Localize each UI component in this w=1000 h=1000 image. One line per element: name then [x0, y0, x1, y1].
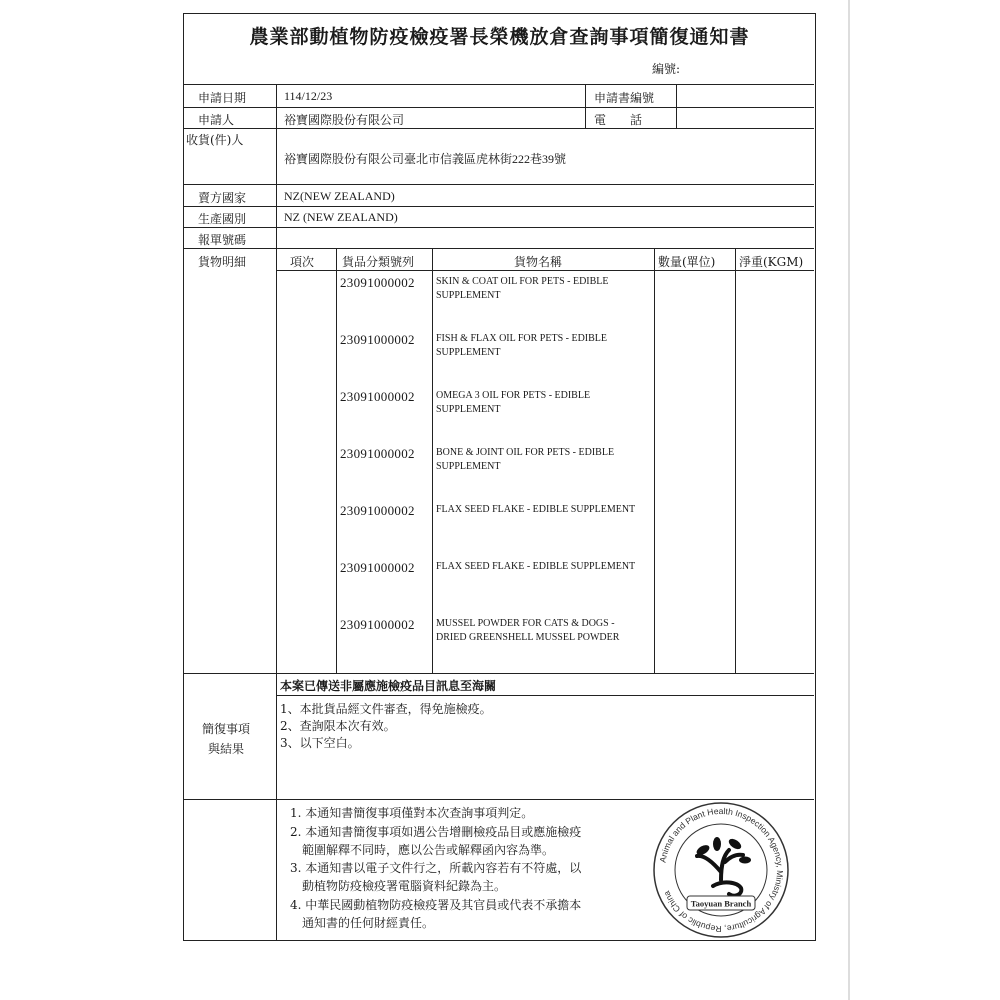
rule [585, 84, 586, 128]
goods-code: 23091000002 [340, 332, 415, 347]
reply-label-line2: 與結果 [208, 742, 245, 756]
header-weight: 淨重(KGM) [739, 255, 804, 269]
rule [735, 248, 736, 673]
rule [184, 673, 814, 674]
rule [184, 128, 814, 129]
seal-branch-text: Taoyuan Branch [690, 898, 752, 909]
rule [184, 107, 814, 108]
goods-name: OMEGA 3 OIL FOR PETS - EDIBLE SUPPLEMENT [436, 390, 591, 415]
goods-code: 23091000002 [340, 617, 415, 632]
rule [184, 84, 814, 85]
note-line: 2. 本通知書簡復事項如遇公告增刪檢疫品目或應施檢疫 [290, 825, 582, 839]
goods-name: SKIN & COAT OIL FOR PETS - EDIBLE SUPPLEMENT [436, 276, 609, 301]
header-quantity: 數量(單位) [658, 255, 716, 269]
goods-code: 23091000002 [340, 446, 415, 461]
goods-code: 23091000002 [340, 503, 415, 518]
header-name: 貨物名稱 [514, 255, 563, 269]
reply-item: 1、本批貨品經文件審查，得免施檢疫。 [280, 702, 492, 716]
document-title: 農業部動植物防疫檢疫署長榮機放倉查詢事項簡復通知書 [249, 26, 750, 48]
goods-name: FISH & FLAX OIL FOR PETS - EDIBLE SUPPLEMENT [436, 333, 608, 358]
rule [432, 248, 433, 673]
rule [336, 248, 337, 673]
official-seal-icon [651, 800, 791, 940]
rule [276, 695, 814, 696]
header-code: 貨品分類號列 [342, 255, 415, 269]
apply-date-value: 114/12/23 [284, 89, 333, 103]
note-line: 4. 中華民國動植物防疫檢疫署及其官員或代表不承擔本 [290, 898, 582, 912]
scan-edge [848, 0, 850, 1000]
rule [184, 206, 814, 207]
serial-label: 編號: [652, 62, 681, 76]
seller-country-label: 賣方國家 [198, 191, 247, 205]
consignee-value: 裕寶國際股份有限公司臺北市信義區虎林街222巷39號 [284, 152, 567, 166]
origin-country-value: NZ (NEW ZEALAND) [284, 210, 398, 224]
rule [184, 184, 814, 185]
goods-detail-label: 貨物明細 [198, 255, 247, 269]
seal-ring-text: Animal and Plant Health Inspection Agency, Ministry of Agriculture, Republic of China [657, 805, 786, 935]
goods-code: 23091000002 [340, 560, 415, 575]
rule [654, 248, 655, 673]
rule [676, 84, 677, 128]
origin-country-label: 生產國別 [198, 212, 247, 226]
reply-item: 3、以下空白。 [280, 736, 360, 750]
note-line: 動植物防疫檢疫署電腦資料紀錄為主。 [302, 879, 507, 893]
customs-notice: 本案已傳送非屬應施檢疫品目訊息至海關 [280, 679, 497, 693]
note-line: 通知書的任何財經責任。 [302, 916, 435, 930]
apply-date-label: 申請日期 [198, 91, 247, 105]
note-line: 1. 本通知書簡復事項僅對本次查詢事項判定。 [290, 806, 534, 820]
phone-label: 電 話 [594, 113, 643, 127]
goods-code: 23091000002 [340, 389, 415, 404]
consignee-label: 收貨(件)人 [186, 133, 244, 147]
goods-name: FLAX SEED FLAKE - EDIBLE SUPPLEMENT [436, 561, 636, 572]
rule [184, 248, 814, 249]
goods-code: 23091000002 [340, 275, 415, 290]
reply-label-line1: 簡復事項 [202, 722, 251, 736]
applicant-value: 裕寶國際股份有限公司 [284, 113, 405, 127]
header-item: 項次 [290, 255, 315, 269]
note-line: 3. 本通知書以電子文件行之，所載內容若有不符處，以 [290, 861, 582, 875]
reply-item: 2、查詢限本次有效。 [280, 719, 396, 733]
declaration-number-label: 報單號碼 [198, 233, 247, 247]
note-line: 範圍解釋不同時，應以公告或解釋函內容為準。 [302, 843, 555, 857]
goods-name: FLAX SEED FLAKE - EDIBLE SUPPLEMENT [436, 504, 636, 515]
goods-name: MUSSEL POWDER FOR CATS & DOGS - DRIED GREENSHELL MUSSEL POWDER [436, 618, 620, 643]
rule [184, 227, 814, 228]
application-number-label: 申請書編號 [594, 91, 655, 105]
goods-name: BONE & JOINT OIL FOR PETS - EDIBLE SUPPLEMENT [436, 447, 615, 472]
seller-country-value: NZ(NEW ZEALAND) [284, 189, 395, 203]
rule [276, 270, 814, 271]
rule [276, 84, 277, 941]
applicant-label: 申請人 [198, 113, 235, 127]
